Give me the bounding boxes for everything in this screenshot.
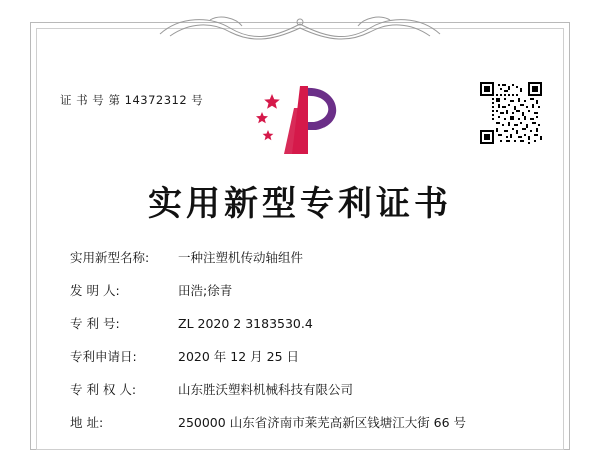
qr-code <box>480 82 542 144</box>
field-label: 地 址: <box>70 415 104 430</box>
field-label: 发 明 人: <box>70 283 120 298</box>
field-row-inventor <box>70 283 540 298</box>
field-label: 专利申请日: <box>70 349 137 364</box>
field-label: 专 利 权 人: <box>70 382 137 397</box>
field-label: 专 利 号: <box>70 316 120 331</box>
field-row-application-date <box>70 349 540 364</box>
field-value: 250000 山东省济南市莱芜高新区钱塘江大街 66 号 <box>178 415 467 430</box>
certificate-fields <box>70 250 540 448</box>
field-value: ZL 2020 2 3183530.4 <box>178 316 313 331</box>
field-row-patent-number <box>70 316 540 331</box>
field-row-utility-model-name <box>70 250 540 265</box>
field-value: 一种注塑机传动轴组件 <box>178 250 304 265</box>
certificate-number: 证 书 号 第 14372312 号 <box>60 93 204 107</box>
patent-office-emblem-icon <box>248 78 358 168</box>
field-value: 2020 年 12 月 25 日 <box>178 349 299 364</box>
field-row-address <box>70 415 540 430</box>
field-value: 田浩;徐青 <box>178 283 233 298</box>
field-row-patentee <box>70 382 540 397</box>
field-label: 实用新型名称: <box>70 250 150 265</box>
top-ornament-decoration <box>150 14 450 40</box>
field-value: 山东胜沃塑料机械科技有限公司 <box>178 382 354 397</box>
page-title: 实用新型专利证书 <box>148 184 452 224</box>
